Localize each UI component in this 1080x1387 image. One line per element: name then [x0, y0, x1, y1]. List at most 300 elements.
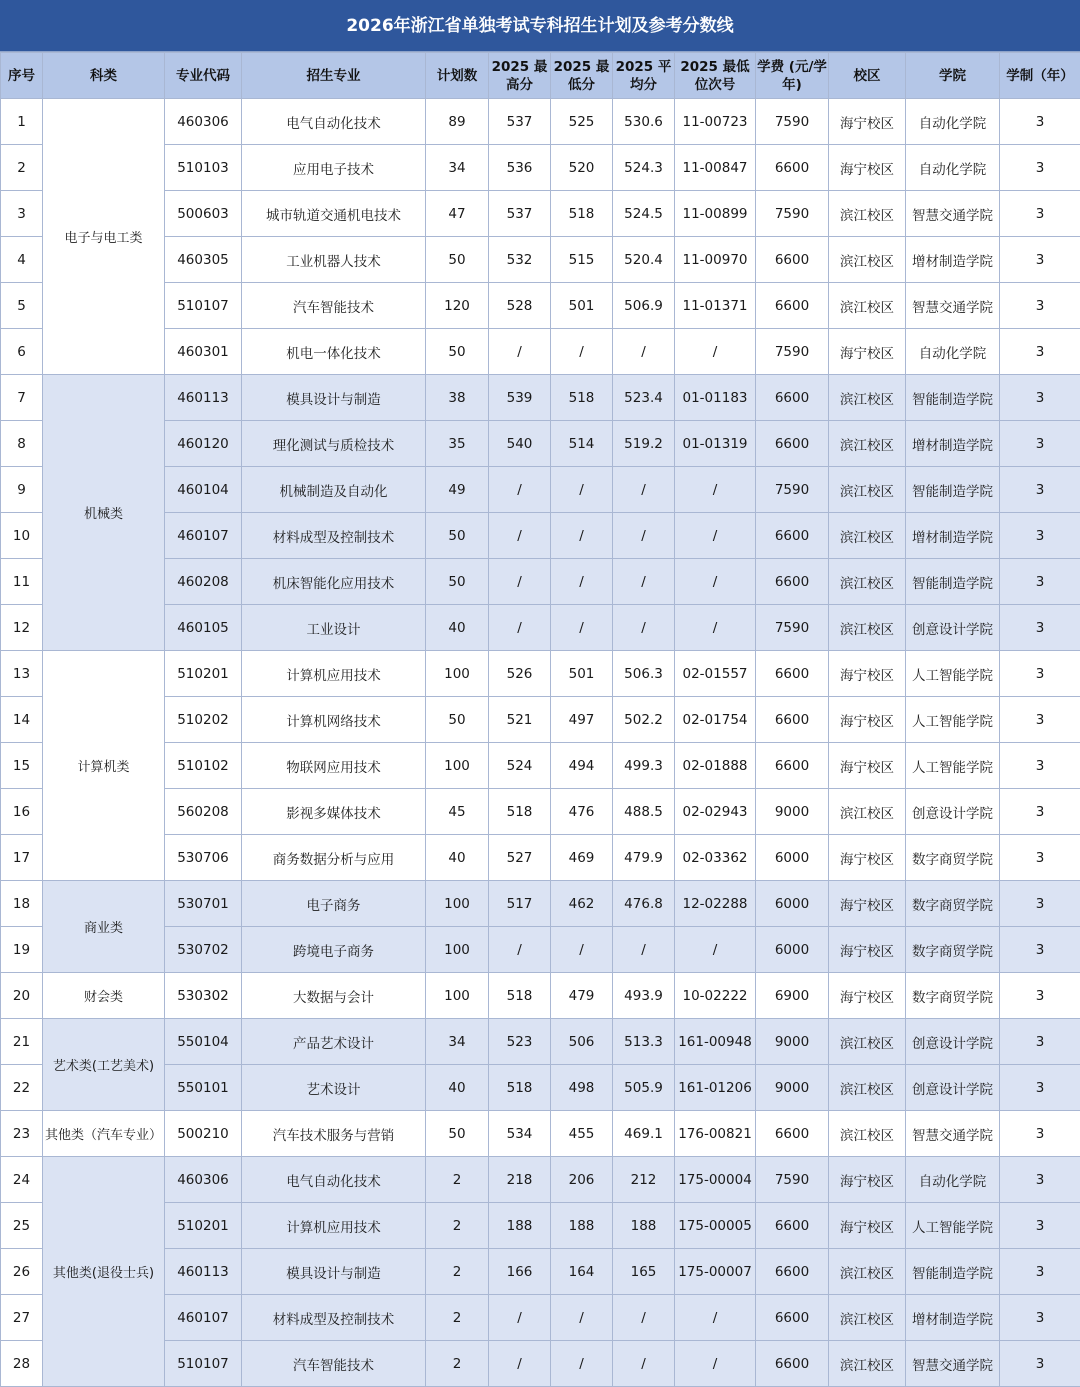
cell-seq: 3 — [1, 191, 43, 237]
cell-campus: 滨江校区 — [829, 1341, 906, 1387]
table-row — [1, 881, 1080, 927]
cell-major: 理化测试与质检技术 — [242, 421, 426, 467]
cell-plan: 47 — [426, 191, 489, 237]
cell-major: 产品艺术设计 — [242, 1019, 426, 1065]
table-row — [1, 99, 1080, 145]
cell-tuition: 6600 — [756, 1111, 829, 1157]
cell-campus: 海宁校区 — [829, 329, 906, 375]
cell-rank: 02-03362 — [675, 835, 756, 881]
header-code: 专业代码 — [165, 53, 242, 99]
cell-major: 计算机应用技术 — [242, 1203, 426, 1249]
cell-code: 460301 — [165, 329, 242, 375]
cell-college: 自动化学院 — [906, 99, 1000, 145]
cell-seq: 13 — [1, 651, 43, 697]
category-cell: 其他类(退役士兵) — [43, 1157, 165, 1387]
cell-duration: 3 — [1000, 1157, 1080, 1203]
cell-major: 工业设计 — [242, 605, 426, 651]
cell-avg: 165 — [613, 1249, 675, 1295]
cell-code: 550101 — [165, 1065, 242, 1111]
cell-seq: 1 — [1, 99, 43, 145]
cell-max: 536 — [489, 145, 551, 191]
cell-college: 智慧交通学院 — [906, 283, 1000, 329]
cell-max: 537 — [489, 99, 551, 145]
cell-plan: 38 — [426, 375, 489, 421]
cell-max: / — [489, 1341, 551, 1387]
cell-min: 518 — [551, 191, 613, 237]
category-cell: 其他类（汽车专业） — [43, 1111, 165, 1157]
cell-tuition: 7590 — [756, 99, 829, 145]
cell-avg: / — [613, 1295, 675, 1341]
cell-max: 521 — [489, 697, 551, 743]
cell-rank: / — [675, 1295, 756, 1341]
cell-seq: 23 — [1, 1111, 43, 1157]
cell-college: 人工智能学院 — [906, 697, 1000, 743]
table-row — [1, 375, 1080, 421]
cell-campus: 滨江校区 — [829, 513, 906, 559]
cell-tuition: 6600 — [756, 697, 829, 743]
cell-campus: 海宁校区 — [829, 99, 906, 145]
header-rank-2025: 2025 最低位次号 — [675, 53, 756, 99]
cell-min: 501 — [551, 283, 613, 329]
cell-rank: / — [675, 1341, 756, 1387]
cell-tuition: 6900 — [756, 973, 829, 1019]
cell-seq: 11 — [1, 559, 43, 605]
cell-tuition: 6600 — [756, 559, 829, 605]
cell-min: 497 — [551, 697, 613, 743]
cell-duration: 3 — [1000, 1203, 1080, 1249]
cell-max: 166 — [489, 1249, 551, 1295]
cell-avg: / — [613, 467, 675, 513]
cell-rank: 11-00847 — [675, 145, 756, 191]
cell-campus: 滨江校区 — [829, 421, 906, 467]
cell-duration: 3 — [1000, 1019, 1080, 1065]
cell-avg: 469.1 — [613, 1111, 675, 1157]
cell-code: 530706 — [165, 835, 242, 881]
cell-max: 534 — [489, 1111, 551, 1157]
cell-campus: 滨江校区 — [829, 1295, 906, 1341]
cell-college: 智慧交通学院 — [906, 1111, 1000, 1157]
cell-rank: 11-00899 — [675, 191, 756, 237]
cell-avg: 506.9 — [613, 283, 675, 329]
cell-code: 460306 — [165, 1157, 242, 1203]
cell-duration: 3 — [1000, 1341, 1080, 1387]
cell-min: / — [551, 605, 613, 651]
cell-avg: 499.3 — [613, 743, 675, 789]
cell-major: 汽车智能技术 — [242, 283, 426, 329]
cell-max: 518 — [489, 789, 551, 835]
table-row — [1, 1157, 1080, 1203]
cell-plan: 40 — [426, 1065, 489, 1111]
cell-college: 创意设计学院 — [906, 789, 1000, 835]
cell-seq: 9 — [1, 467, 43, 513]
cell-seq: 5 — [1, 283, 43, 329]
cell-avg: 520.4 — [613, 237, 675, 283]
cell-tuition: 6600 — [756, 421, 829, 467]
cell-college: 创意设计学院 — [906, 1065, 1000, 1111]
cell-code: 460107 — [165, 1295, 242, 1341]
cell-code: 510107 — [165, 1341, 242, 1387]
cell-rank: 161-01206 — [675, 1065, 756, 1111]
cell-college: 自动化学院 — [906, 145, 1000, 191]
cell-seq: 6 — [1, 329, 43, 375]
cell-avg: / — [613, 329, 675, 375]
cell-college: 智能制造学院 — [906, 559, 1000, 605]
table-row — [1, 1019, 1080, 1065]
table-row — [1, 1111, 1080, 1157]
cell-rank: / — [675, 605, 756, 651]
cell-college: 增材制造学院 — [906, 513, 1000, 559]
cell-code: 510202 — [165, 697, 242, 743]
cell-min: 476 — [551, 789, 613, 835]
cell-plan: 2 — [426, 1203, 489, 1249]
cell-seq: 20 — [1, 973, 43, 1019]
cell-plan: 50 — [426, 1111, 489, 1157]
header-major: 招生专业 — [242, 53, 426, 99]
cell-duration: 3 — [1000, 651, 1080, 697]
cell-campus: 海宁校区 — [829, 743, 906, 789]
cell-plan: 2 — [426, 1341, 489, 1387]
cell-tuition: 6000 — [756, 835, 829, 881]
cell-plan: 100 — [426, 881, 489, 927]
cell-avg: / — [613, 927, 675, 973]
header-duration: 学制（年） — [1000, 53, 1080, 99]
cell-campus: 滨江校区 — [829, 1065, 906, 1111]
cell-max: 528 — [489, 283, 551, 329]
cell-seq: 24 — [1, 1157, 43, 1203]
cell-plan: 120 — [426, 283, 489, 329]
cell-avg: 502.2 — [613, 697, 675, 743]
cell-college: 增材制造学院 — [906, 421, 1000, 467]
cell-plan: 45 — [426, 789, 489, 835]
cell-major: 物联网应用技术 — [242, 743, 426, 789]
cell-seq: 25 — [1, 1203, 43, 1249]
cell-plan: 100 — [426, 973, 489, 1019]
cell-college: 自动化学院 — [906, 1157, 1000, 1203]
cell-major: 汽车智能技术 — [242, 1341, 426, 1387]
cell-rank: 175-00005 — [675, 1203, 756, 1249]
cell-college: 创意设计学院 — [906, 1019, 1000, 1065]
category-cell: 财会类 — [43, 973, 165, 1019]
cell-college: 数字商贸学院 — [906, 881, 1000, 927]
cell-major: 机械制造及自动化 — [242, 467, 426, 513]
cell-campus: 海宁校区 — [829, 1203, 906, 1249]
header-plan: 计划数 — [426, 53, 489, 99]
cell-seq: 7 — [1, 375, 43, 421]
cell-major: 计算机应用技术 — [242, 651, 426, 697]
cell-code: 460120 — [165, 421, 242, 467]
cell-code: 460306 — [165, 99, 242, 145]
cell-campus: 海宁校区 — [829, 697, 906, 743]
cell-min: / — [551, 513, 613, 559]
cell-max: 188 — [489, 1203, 551, 1249]
cell-plan: 50 — [426, 513, 489, 559]
cell-avg: 479.9 — [613, 835, 675, 881]
cell-duration: 3 — [1000, 559, 1080, 605]
cell-tuition: 6600 — [756, 283, 829, 329]
cell-min: / — [551, 329, 613, 375]
cell-plan: 49 — [426, 467, 489, 513]
cell-campus: 滨江校区 — [829, 1111, 906, 1157]
cell-min: 515 — [551, 237, 613, 283]
cell-tuition: 6000 — [756, 927, 829, 973]
cell-tuition: 6600 — [756, 513, 829, 559]
header-row — [1, 53, 1080, 99]
header-avg-2025: 2025 平均分 — [613, 53, 675, 99]
cell-code: 550104 — [165, 1019, 242, 1065]
cell-code: 510201 — [165, 651, 242, 697]
admission-table — [0, 52, 1080, 1387]
cell-avg: 530.6 — [613, 99, 675, 145]
cell-min: 518 — [551, 375, 613, 421]
cell-major: 电子商务 — [242, 881, 426, 927]
cell-max: / — [489, 467, 551, 513]
cell-college: 数字商贸学院 — [906, 835, 1000, 881]
cell-plan: 100 — [426, 743, 489, 789]
cell-code: 510107 — [165, 283, 242, 329]
cell-college: 数字商贸学院 — [906, 973, 1000, 1019]
cell-college: 人工智能学院 — [906, 743, 1000, 789]
cell-min: 494 — [551, 743, 613, 789]
cell-tuition: 6600 — [756, 743, 829, 789]
cell-major: 大数据与会计 — [242, 973, 426, 1019]
cell-major: 城市轨道交通机电技术 — [242, 191, 426, 237]
cell-major: 商务数据分析与应用 — [242, 835, 426, 881]
cell-campus: 海宁校区 — [829, 651, 906, 697]
cell-min: 462 — [551, 881, 613, 927]
cell-seq: 28 — [1, 1341, 43, 1387]
header-max-2025: 2025 最高分 — [489, 53, 551, 99]
cell-campus: 滨江校区 — [829, 375, 906, 421]
cell-code: 530302 — [165, 973, 242, 1019]
table-body — [1, 99, 1080, 1387]
cell-min: 206 — [551, 1157, 613, 1203]
cell-major: 艺术设计 — [242, 1065, 426, 1111]
cell-duration: 3 — [1000, 1295, 1080, 1341]
cell-code: 510201 — [165, 1203, 242, 1249]
cell-campus: 滨江校区 — [829, 559, 906, 605]
cell-min: 455 — [551, 1111, 613, 1157]
cell-max: 518 — [489, 1065, 551, 1111]
cell-min: 501 — [551, 651, 613, 697]
cell-tuition: 7590 — [756, 467, 829, 513]
cell-max: / — [489, 513, 551, 559]
cell-rank: 176-00821 — [675, 1111, 756, 1157]
cell-college: 智能制造学院 — [906, 467, 1000, 513]
cell-duration: 3 — [1000, 697, 1080, 743]
cell-max: / — [489, 1295, 551, 1341]
cell-college: 智慧交通学院 — [906, 1341, 1000, 1387]
cell-rank: 01-01319 — [675, 421, 756, 467]
cell-duration: 3 — [1000, 191, 1080, 237]
cell-rank: 175-00007 — [675, 1249, 756, 1295]
cell-avg: 493.9 — [613, 973, 675, 1019]
cell-seq: 17 — [1, 835, 43, 881]
cell-code: 460104 — [165, 467, 242, 513]
cell-code: 460107 — [165, 513, 242, 559]
cell-major: 材料成型及控制技术 — [242, 513, 426, 559]
cell-college: 人工智能学院 — [906, 1203, 1000, 1249]
cell-min: / — [551, 467, 613, 513]
cell-tuition: 6600 — [756, 145, 829, 191]
cell-college: 人工智能学院 — [906, 651, 1000, 697]
cell-rank: 02-01888 — [675, 743, 756, 789]
cell-tuition: 6600 — [756, 1341, 829, 1387]
cell-rank: 10-02222 — [675, 973, 756, 1019]
cell-max: / — [489, 329, 551, 375]
cell-tuition: 6600 — [756, 651, 829, 697]
cell-min: 520 — [551, 145, 613, 191]
cell-college: 智能制造学院 — [906, 1249, 1000, 1295]
cell-seq: 12 — [1, 605, 43, 651]
cell-min: / — [551, 1295, 613, 1341]
cell-major: 电气自动化技术 — [242, 1157, 426, 1203]
cell-min: 164 — [551, 1249, 613, 1295]
cell-plan: 34 — [426, 1019, 489, 1065]
cell-duration: 3 — [1000, 789, 1080, 835]
cell-max: 524 — [489, 743, 551, 789]
header-college: 学院 — [906, 53, 1000, 99]
cell-tuition: 6600 — [756, 1249, 829, 1295]
cell-duration: 3 — [1000, 743, 1080, 789]
category-cell: 商业类 — [43, 881, 165, 973]
cell-rank: / — [675, 329, 756, 375]
cell-duration: 3 — [1000, 237, 1080, 283]
cell-seq: 4 — [1, 237, 43, 283]
cell-plan: 40 — [426, 835, 489, 881]
cell-seq: 21 — [1, 1019, 43, 1065]
cell-major: 机床智能化应用技术 — [242, 559, 426, 605]
cell-campus: 滨江校区 — [829, 467, 906, 513]
cell-max: / — [489, 927, 551, 973]
cell-major: 计算机网络技术 — [242, 697, 426, 743]
cell-campus: 滨江校区 — [829, 237, 906, 283]
cell-min: / — [551, 927, 613, 973]
cell-min: 469 — [551, 835, 613, 881]
cell-rank: 11-00970 — [675, 237, 756, 283]
cell-code: 530702 — [165, 927, 242, 973]
cell-code: 560208 — [165, 789, 242, 835]
cell-max: / — [489, 559, 551, 605]
cell-avg: 506.3 — [613, 651, 675, 697]
cell-tuition: 7590 — [756, 329, 829, 375]
cell-major: 机电一体化技术 — [242, 329, 426, 375]
cell-code: 460105 — [165, 605, 242, 651]
cell-duration: 3 — [1000, 1111, 1080, 1157]
cell-rank: 02-02943 — [675, 789, 756, 835]
cell-code: 500603 — [165, 191, 242, 237]
cell-avg: / — [613, 513, 675, 559]
cell-avg: 505.9 — [613, 1065, 675, 1111]
cell-max: 527 — [489, 835, 551, 881]
cell-plan: 100 — [426, 927, 489, 973]
cell-avg: 212 — [613, 1157, 675, 1203]
cell-college: 增材制造学院 — [906, 1295, 1000, 1341]
cell-duration: 3 — [1000, 329, 1080, 375]
cell-major: 汽车技术服务与营销 — [242, 1111, 426, 1157]
cell-campus: 滨江校区 — [829, 605, 906, 651]
cell-min: 498 — [551, 1065, 613, 1111]
cell-seq: 14 — [1, 697, 43, 743]
cell-rank: 11-01371 — [675, 283, 756, 329]
cell-seq: 10 — [1, 513, 43, 559]
cell-plan: 40 — [426, 605, 489, 651]
cell-seq: 8 — [1, 421, 43, 467]
header-category: 科类 — [43, 53, 165, 99]
cell-rank: 12-02288 — [675, 881, 756, 927]
cell-avg: / — [613, 559, 675, 605]
cell-college: 智慧交通学院 — [906, 191, 1000, 237]
cell-major: 模具设计与制造 — [242, 375, 426, 421]
cell-min: 188 — [551, 1203, 613, 1249]
cell-duration: 3 — [1000, 375, 1080, 421]
cell-tuition: 6600 — [756, 1203, 829, 1249]
cell-max: 523 — [489, 1019, 551, 1065]
cell-major: 跨境电子商务 — [242, 927, 426, 973]
cell-major: 影视多媒体技术 — [242, 789, 426, 835]
cell-duration: 3 — [1000, 1065, 1080, 1111]
cell-rank: / — [675, 559, 756, 605]
cell-major: 模具设计与制造 — [242, 1249, 426, 1295]
cell-campus: 滨江校区 — [829, 789, 906, 835]
cell-seq: 26 — [1, 1249, 43, 1295]
cell-seq: 2 — [1, 145, 43, 191]
cell-max: 532 — [489, 237, 551, 283]
cell-seq: 22 — [1, 1065, 43, 1111]
cell-avg: 513.3 — [613, 1019, 675, 1065]
cell-major: 应用电子技术 — [242, 145, 426, 191]
cell-duration: 3 — [1000, 605, 1080, 651]
cell-campus: 海宁校区 — [829, 927, 906, 973]
cell-rank: 161-00948 — [675, 1019, 756, 1065]
cell-tuition: 9000 — [756, 1019, 829, 1065]
cell-max: 539 — [489, 375, 551, 421]
category-cell: 电子与电工类 — [43, 99, 165, 375]
cell-tuition: 9000 — [756, 1065, 829, 1111]
cell-duration: 3 — [1000, 973, 1080, 1019]
cell-tuition: 6600 — [756, 237, 829, 283]
table-row — [1, 651, 1080, 697]
cell-campus: 海宁校区 — [829, 145, 906, 191]
cell-plan: 100 — [426, 651, 489, 697]
cell-code: 460208 — [165, 559, 242, 605]
cell-code: 510103 — [165, 145, 242, 191]
header-seq: 序号 — [1, 53, 43, 99]
cell-tuition: 6000 — [756, 881, 829, 927]
cell-plan: 50 — [426, 559, 489, 605]
page-title: 2026年浙江省单独考试专科招生计划及参考分数线 — [0, 0, 1080, 52]
cell-plan: 35 — [426, 421, 489, 467]
cell-campus: 海宁校区 — [829, 881, 906, 927]
cell-rank: / — [675, 927, 756, 973]
cell-college: 创意设计学院 — [906, 605, 1000, 651]
cell-major: 电气自动化技术 — [242, 99, 426, 145]
cell-duration: 3 — [1000, 99, 1080, 145]
cell-tuition: 6600 — [756, 375, 829, 421]
cell-min: 479 — [551, 973, 613, 1019]
cell-tuition: 6600 — [756, 1295, 829, 1341]
cell-code: 460113 — [165, 1249, 242, 1295]
cell-tuition: 7590 — [756, 1157, 829, 1203]
category-cell: 机械类 — [43, 375, 165, 651]
cell-seq: 15 — [1, 743, 43, 789]
cell-duration: 3 — [1000, 467, 1080, 513]
cell-code: 530701 — [165, 881, 242, 927]
cell-code: 460305 — [165, 237, 242, 283]
cell-avg: 476.8 — [613, 881, 675, 927]
cell-code: 460113 — [165, 375, 242, 421]
cell-college: 增材制造学院 — [906, 237, 1000, 283]
cell-tuition: 7590 — [756, 605, 829, 651]
